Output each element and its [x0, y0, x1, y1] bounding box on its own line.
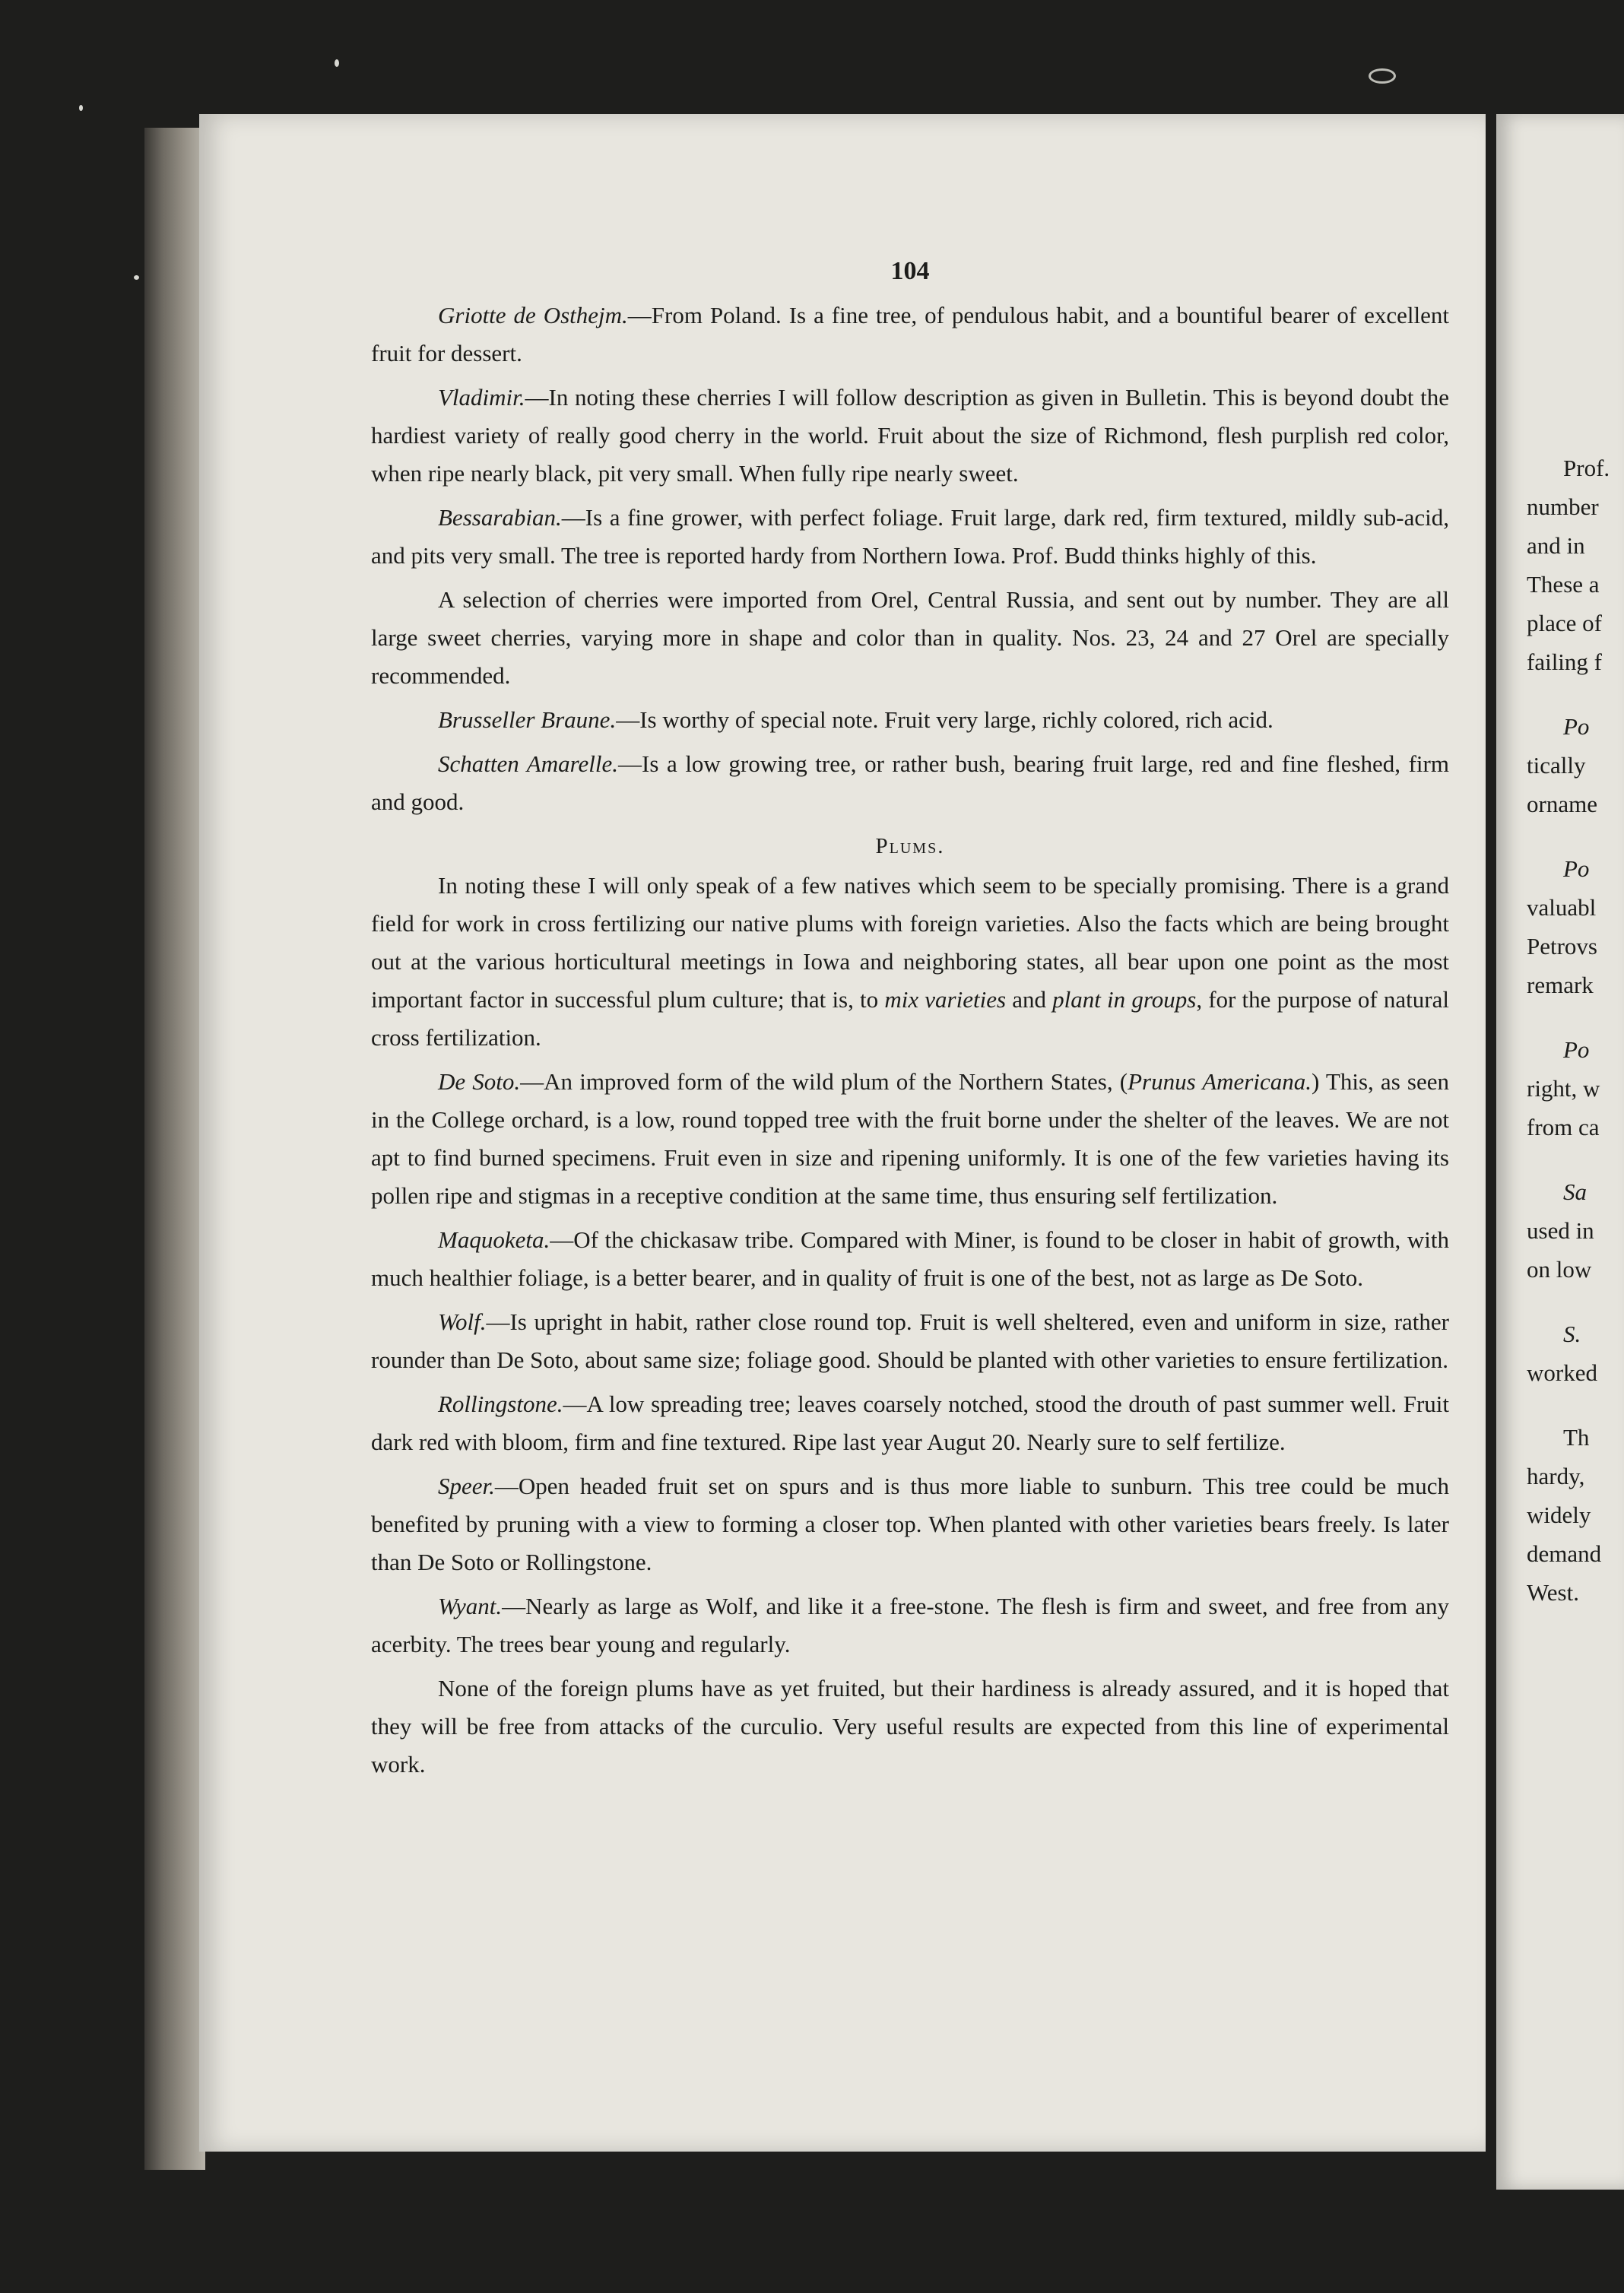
section-heading-plums: Plums.	[875, 834, 945, 858]
right-page-line: valuabl	[1527, 894, 1597, 921]
paragraph-wolf	[371, 1303, 1449, 1379]
scan-speck	[134, 275, 139, 280]
right-page-line: on low	[1527, 1256, 1592, 1283]
paragraph-text: A selection of cherries were imported from Orel, Central Russia, and sent out by number. They are all large sweet cherries, varying more in shape and color than in quality. Nos. 23, 24 and 27 Orel are specially recommended.	[371, 586, 1449, 689]
right-page-line: These a	[1527, 571, 1600, 598]
right-page-line: Po	[1563, 713, 1590, 740]
scan-speck	[1369, 68, 1396, 84]
emphasis-text: plant in groups	[1052, 986, 1197, 1013]
right-page-text-fragments	[1527, 449, 1624, 1612]
paragraph-schatten	[371, 745, 1449, 821]
paragraph-griotte	[371, 297, 1449, 373]
paragraph-bessarabian	[371, 499, 1449, 575]
variety-description: —Is a fine grower, with perfect foliage. Fruit large, dark red, firm textured, mildly sub-acid, and pits very small. The tree is reported hardy from Northern Iowa. Prof. Budd thinks highly of this.	[371, 504, 1449, 569]
right-page-line: worked	[1527, 1359, 1597, 1386]
scan-speck	[335, 59, 339, 67]
paragraph-closing: None of the foreign plums have as yet fruited, but their hardiness is already assured, and it is hoped that they will be free from attacks of the curculio. Very useful results are expected from this line of experimental work.	[371, 1675, 1449, 1778]
right-page-line: tically	[1527, 752, 1586, 779]
variety-description: —From Poland. Is a fine tree, of pendulous habit, and a bountiful bearer of excellent fruit for dessert.	[371, 302, 1449, 366]
right-page-line: Prof.	[1563, 455, 1610, 481]
paragraph-plums-intro	[371, 867, 1449, 1057]
variety-name: Maquoketa.	[438, 1226, 550, 1253]
right-page-line: right, w	[1527, 1075, 1600, 1102]
right-page-line: remark	[1527, 972, 1594, 998]
variety-description: —Nearly as large as Wolf, and like it a free-stone. The flesh is firm and sweet, and free from any acerbity. The trees bear young and regularly.	[371, 1593, 1449, 1657]
emphasis-text: mix varieties	[884, 986, 1007, 1013]
paragraph-de-soto	[371, 1063, 1449, 1215]
variety-description: ) This, as seen in the College orchard, is a low, round topped tree with the fruit borne under the shelter of the leaves. We are not apt to find burned specimens. Fruit even in size and ripening uniformly. It is one of the few varieties having its pollen ripe and stigmas in a receptive condition at the same time, thus ensuring self fertilization.	[371, 1068, 1449, 1209]
variety-name: Wolf.	[438, 1308, 487, 1335]
variety-name: Rollingstone.	[438, 1391, 563, 1417]
right-page-line: widely	[1527, 1502, 1591, 1528]
paragraph-wyant	[371, 1587, 1449, 1663]
intro-text: In noting these I will only speak of a few natives which seem to be specially promising. There is a grand field for work in cross fertilizing our native plums with foreign varieties. Also the facts which are being brought out at the various horticultural meetings in Iowa and neighboring states, all bear upon one point as the most important factor in successful plum culture; that is, to	[371, 872, 1449, 1013]
variety-description: —An improved form of the wild plum of the Northern States, (	[520, 1068, 1128, 1095]
right-page-line: from ca	[1527, 1114, 1600, 1140]
right-page-line: place of	[1527, 610, 1602, 636]
right-page-line: hardy,	[1527, 1463, 1585, 1489]
variety-name: De Soto.	[438, 1068, 521, 1095]
variety-name: Schatten Amarelle.	[438, 750, 618, 777]
right-page-line: Po	[1563, 855, 1590, 882]
intro-text: , for the purpose of natural cross fertilization.	[371, 986, 1449, 1051]
variety-description: —Is a low growing tree, or rather bush, bearing fruit large, red and fine fleshed, firm and good.	[371, 750, 1449, 815]
variety-description: —In noting these cherries I will follow description as given in Bulletin. This is beyond doubt the hardiest variety of really good cherry in the world. Fruit about the size of Richmond, flesh purplish red color, when ripe nearly black, pit very small. When fully ripe nearly sweet.	[371, 384, 1449, 487]
book-binding-edge	[144, 128, 205, 2170]
right-page-line: and in	[1527, 532, 1585, 559]
right-page-line: Sa	[1563, 1178, 1587, 1205]
variety-description: —A low spreading tree; leaves coarsely notched, stood the drouth of past summer well. Fruit dark red with bloom, firm and fine textured. Ripe last year Augut 20. Nearly sure to self fertilize.	[371, 1391, 1449, 1455]
variety-name: Vladimir.	[438, 384, 525, 411]
right-page-line: orname	[1527, 791, 1597, 817]
variety-description: —Open headed fruit set on spurs and is thus more liable to sunburn. This tree could be much benefited by pruning with a view to forming a closer top. When planted with other varieties bears freely. Is later than De Soto or Rollingstone.	[371, 1473, 1449, 1575]
right-page-edge	[1496, 114, 1624, 2190]
right-page-line: number	[1527, 493, 1599, 520]
scan-speck	[79, 105, 83, 111]
paragraph-orel-selection	[371, 581, 1449, 695]
intro-text: and	[1006, 986, 1053, 1013]
paragraph-brusseller	[371, 701, 1449, 739]
right-page-line: Petrovs	[1527, 933, 1597, 959]
right-page-line: used in	[1527, 1217, 1594, 1244]
right-page-line: S.	[1563, 1321, 1581, 1347]
variety-description: —Is worthy of special note. Fruit very large, richly colored, rich acid.	[616, 706, 1274, 733]
variety-name: Speer.	[438, 1473, 495, 1499]
page-text-block	[371, 251, 1449, 1790]
right-page-line: Po	[1563, 1036, 1590, 1063]
page-number: 104	[890, 257, 930, 285]
variety-description: —Of the chickasaw tribe. Compared with Miner, is found to be closer in habit of growth, with much healthier foliage, is a better bearer, and in quality of fruit is one of the best, not as large as De Soto.	[371, 1226, 1449, 1291]
paragraph-vladimir	[371, 379, 1449, 493]
variety-description: —Is upright in habit, rather close round top. Fruit is well sheltered, even and uniform in size, rather rounder than De Soto, about same size; foliage good. Should be planted with other varieties to ensure fertilization.	[371, 1308, 1449, 1373]
latin-name: Prunus Americana.	[1128, 1068, 1312, 1095]
variety-name: Griotte de Osthejm.	[438, 302, 628, 328]
right-page-line: failing f	[1527, 649, 1602, 675]
right-page-line: West.	[1527, 1579, 1579, 1606]
variety-name: Brusseller Braune.	[438, 706, 617, 733]
variety-name: Wyant.	[438, 1593, 503, 1619]
left-page	[199, 114, 1486, 2152]
paragraph-maquoketa	[371, 1221, 1449, 1297]
paragraph-rollingstone	[371, 1385, 1449, 1461]
right-page-line: demand	[1527, 1540, 1602, 1567]
right-page-line: Th	[1563, 1424, 1590, 1451]
paragraph-speer	[371, 1467, 1449, 1581]
variety-name: Bessarabian.	[438, 504, 562, 531]
